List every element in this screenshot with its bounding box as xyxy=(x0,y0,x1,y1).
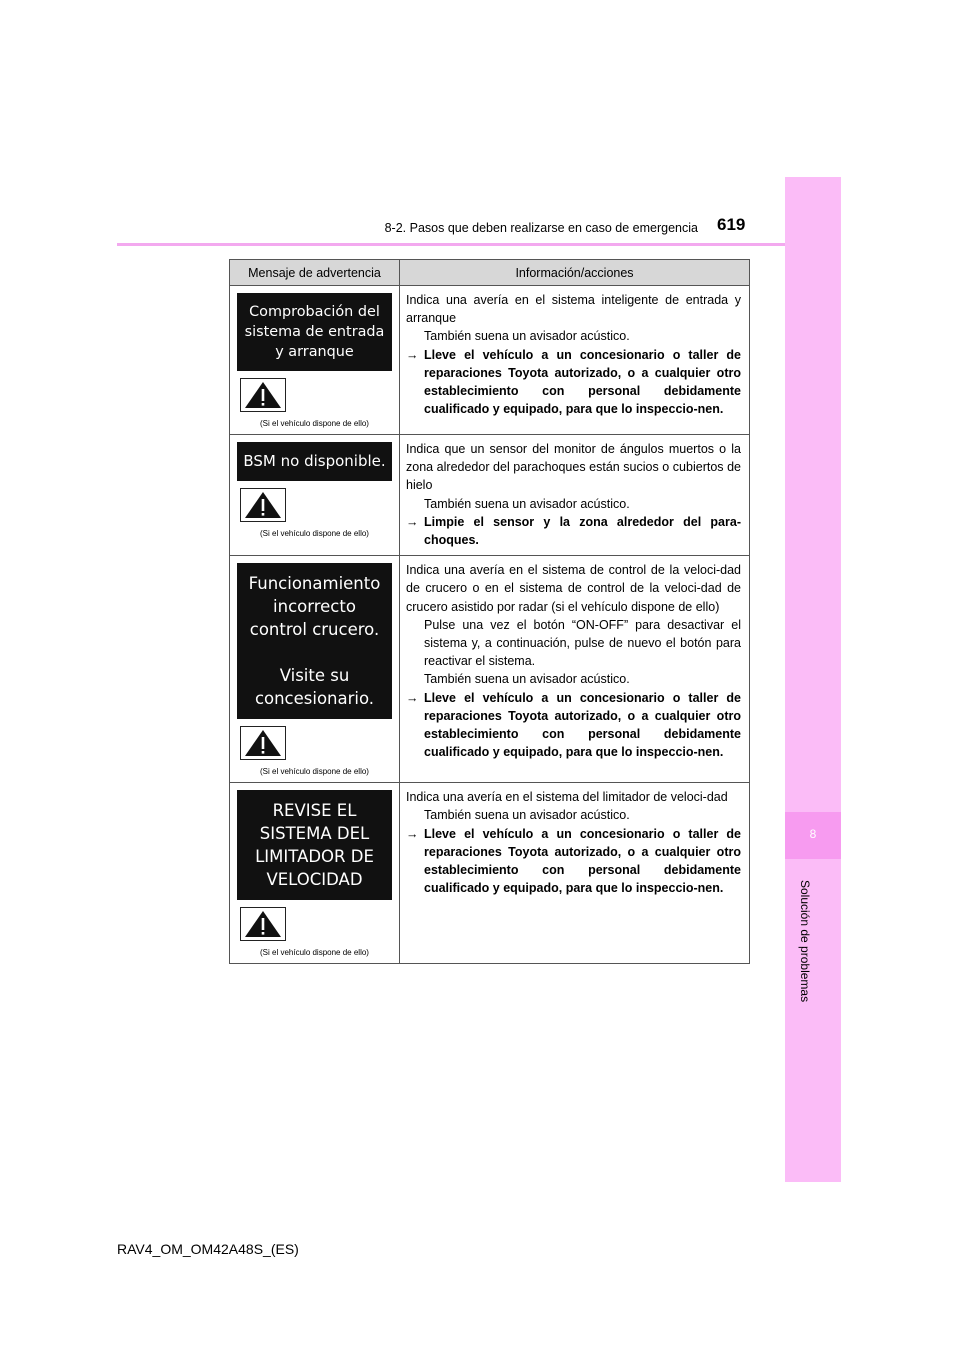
section-title: 8-2. Pasos que deben realizarse en caso de emergencia xyxy=(384,221,698,235)
display-line: incorrecto xyxy=(273,597,356,617)
action-text xyxy=(406,825,741,898)
info-cell xyxy=(400,286,750,435)
header-rule xyxy=(117,243,841,246)
action-label: Lleve el vehículo a un concesionario o taller de reparaciones Toyota autorizado, o a cualquier otro establecimiento con personal debidamente cualificado y equipado, para que lo inspeccio-nen. xyxy=(424,347,741,417)
description-text: Indica una avería en el sistema de control de la veloci-dad de crucero o en el sistema de control de la veloci-dad de crucero asistido por radar (si el vehículo dispone de ello) xyxy=(406,563,741,614)
warning-triangle-icon xyxy=(240,907,286,941)
action-text xyxy=(406,689,741,762)
message-cell xyxy=(230,286,400,435)
table-row xyxy=(230,783,750,964)
action-text xyxy=(406,346,741,419)
arrow-icon: → xyxy=(406,690,419,705)
warning-display xyxy=(237,563,392,719)
warning-triangle-icon xyxy=(240,488,286,522)
info-cell xyxy=(400,435,750,556)
display-line: SISTEMA DEL xyxy=(259,824,370,844)
message-cell xyxy=(230,435,400,556)
display-line: Visite su xyxy=(279,666,350,686)
availability-note: (Si el vehículo dispone de ello) xyxy=(260,419,369,428)
column-header-message: Mensaje de advertencia xyxy=(230,260,400,286)
display-line: BSM no disponible. xyxy=(243,452,386,470)
arrow-icon: → xyxy=(406,826,419,841)
availability-note: (Si el vehículo dispone de ello) xyxy=(260,767,369,777)
buzzer-note: También suena un avisador acústico. xyxy=(424,808,630,823)
display-spacer xyxy=(240,641,389,664)
description-text: Indica una avería en el sistema inteligente de entrada y arranque xyxy=(406,293,741,326)
display-line: LIMITADOR DE xyxy=(255,847,374,867)
display-line: control crucero. xyxy=(249,620,380,640)
warning-display xyxy=(237,293,392,371)
display-line: Comprobación del xyxy=(249,304,380,320)
arrow-icon: → xyxy=(406,514,419,529)
chapter-number: 8 xyxy=(809,827,817,841)
warning-message-table xyxy=(229,259,750,964)
availability-note: (Si el vehículo dispone de ello) xyxy=(260,529,369,538)
availability-note: (Si el vehículo dispone de ello) xyxy=(260,948,369,958)
buzzer-note: También suena un avisador acústico. xyxy=(424,672,630,687)
action-label: Limpie el sensor y la zona alrededor del para-choques. xyxy=(424,514,741,548)
display-line: sistema de entrada xyxy=(244,324,385,340)
action-label: Lleve el vehículo a un concesionario o taller de reparaciones Toyota autorizado, o a cualquier otro establecimiento con personal debidamente cualificado y equipado, para que lo inspeccio-nen. xyxy=(424,826,741,896)
warning-triangle-icon xyxy=(240,726,286,760)
reset-instruction: Pulse una vez el botón “ON-OFF” para desactivar el sistema y, a continuación, pulse de nuevo el botón para reactivar el sistema. xyxy=(424,617,741,669)
warning-display xyxy=(237,790,392,900)
table-row xyxy=(230,556,750,783)
warning-triangle-icon xyxy=(240,378,286,412)
action-text xyxy=(406,513,741,549)
table-row xyxy=(230,286,750,435)
page-number: 619 xyxy=(717,215,746,234)
display-line: VELOCIDAD xyxy=(266,870,363,890)
info-cell xyxy=(400,783,750,964)
action-label: Lleve el vehículo a un concesionario o taller de reparaciones Toyota autorizado, o a cualquier otro establecimiento con personal debidamente cualificado y equipado, para que lo inspeccio-nen. xyxy=(424,690,741,760)
arrow-icon: → xyxy=(406,347,419,362)
description-text: Indica una avería en el sistema del limitador de veloci-dad xyxy=(406,790,728,805)
info-cell xyxy=(400,556,750,783)
display-line: y arranque xyxy=(275,344,354,360)
display-line: concesionario. xyxy=(254,689,375,709)
column-header-info: Información/acciones xyxy=(400,260,750,286)
display-line: REVISE EL xyxy=(272,801,357,821)
table-row xyxy=(230,435,750,556)
description-text: Indica que un sensor del monitor de ángulos muertos o la zona alrededor del parachoques están sucios o cubiertos de hielo xyxy=(406,442,741,493)
display-line: Funcionamiento xyxy=(248,574,381,594)
warning-display xyxy=(237,442,392,481)
buzzer-note: También suena un avisador acústico. xyxy=(424,329,630,344)
table-header-row xyxy=(230,260,750,286)
message-cell xyxy=(230,783,400,964)
buzzer-note: También suena un avisador acústico. xyxy=(424,496,630,511)
document-code: RAV4_OM_OM42A48S_(ES) xyxy=(117,1241,299,1257)
message-cell xyxy=(230,556,400,783)
chapter-side-tab xyxy=(785,177,841,1182)
chapter-label: Solución de problemas xyxy=(798,880,812,1003)
